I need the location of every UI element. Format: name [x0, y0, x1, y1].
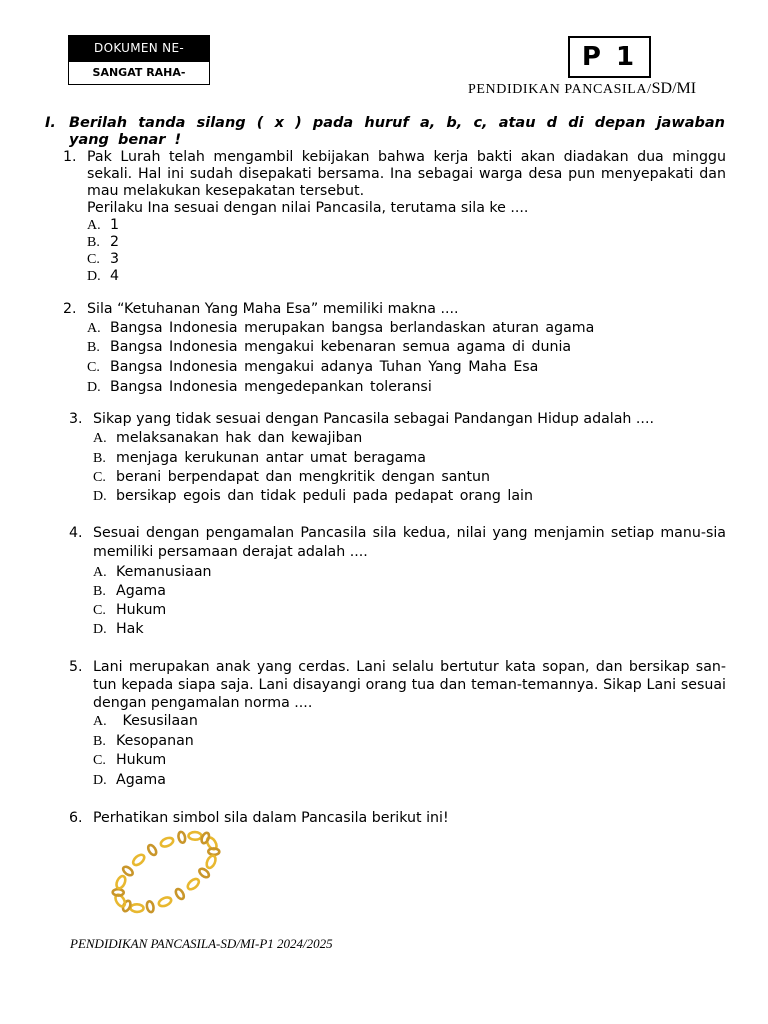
document-classification-box	[68, 35, 210, 85]
option-letter: C.	[93, 469, 106, 485]
question-number: 3.	[69, 411, 83, 427]
exam-code: P 1	[568, 36, 651, 78]
option-letter: A.	[93, 564, 107, 580]
option-text: 3	[110, 251, 120, 267]
option-a[interactable]	[93, 712, 726, 732]
option-text: Agama	[116, 582, 166, 599]
option-letter: C.	[87, 252, 100, 267]
option-text: Kesopanan	[116, 732, 194, 749]
instruction-text: Berilah tanda silang ( x ) pada huruf a, b, c, atau d di depan jawaban yang benar !	[69, 115, 725, 148]
chain-link	[113, 889, 124, 896]
question-5	[69, 658, 726, 790]
option-text: Hak	[116, 621, 144, 638]
option-text: Kesusilaan	[116, 713, 198, 729]
question-text: Pak Lurah telah mengambil kebijakan bahwa kerja bakti akan diadakan dua minggu sekali. Hal ini sudah disepakati bersama. Ina sebagai warga desa pun menyepakati dan mau melakukan kesepakatan tersebut.	[87, 149, 726, 199]
option-letter: C.	[93, 753, 106, 768]
option-text: Bangsa Indonesia mengakui kebenaran semua agama di dunia	[110, 339, 572, 356]
school-level: SD/MI	[651, 80, 697, 97]
option-c[interactable]	[93, 751, 726, 771]
option-letter: B.	[93, 450, 106, 466]
option-c[interactable]	[93, 601, 726, 620]
option-text: 1	[110, 217, 120, 233]
subject-name: PENDIDIKAN PANCASILA/	[468, 82, 652, 97]
option-letter: B.	[93, 583, 106, 599]
question-text: Lani merupakan anak yang cerdas. Lani selalu bertutur kata sopan, dan bersikap san-tun kepada siapa saja. Lani disayangi orang tua dan teman-temannya. Sikap Lani sesuai dengan pengamalan norma ....	[93, 659, 726, 711]
question-number: 5.	[69, 659, 83, 675]
option-letter: A.	[93, 431, 107, 447]
option-letter: B.	[87, 340, 100, 356]
option-text: Kemanusiaan	[116, 563, 212, 580]
option-c[interactable]	[93, 468, 726, 487]
doc-label-top: DOKUMEN NE-	[69, 36, 209, 60]
chain-link	[188, 832, 201, 840]
question-number: 4.	[69, 525, 83, 541]
option-text: melaksanakan hak dan kewajiban	[116, 430, 363, 447]
chain-link	[115, 875, 127, 890]
question-text: Perhatikan simbol sila dalam Pancasila berikut ini!	[93, 810, 449, 826]
option-list	[93, 712, 726, 790]
option-text: menjaga kerukunan antar umat beragama	[116, 449, 426, 466]
option-text: berani berpendapat dan mengkritik dengan santun	[116, 468, 490, 485]
option-letter: D.	[87, 269, 101, 284]
subject-header	[468, 80, 696, 98]
option-letter: A.	[93, 714, 107, 729]
option-a[interactable]	[93, 563, 726, 582]
question-6	[69, 810, 726, 827]
chain-link	[131, 853, 146, 867]
option-letter: D.	[93, 772, 107, 788]
option-d[interactable]	[93, 487, 726, 506]
question-number: 2.	[63, 301, 77, 317]
question-4	[69, 524, 726, 640]
chain-link	[146, 901, 155, 913]
chain-link	[177, 831, 186, 843]
chain-link	[174, 888, 185, 901]
question-1	[63, 149, 726, 285]
option-list	[93, 563, 726, 640]
section-number: I.	[45, 115, 56, 131]
option-letter: D.	[87, 379, 101, 395]
chain-link	[186, 877, 201, 891]
question-text-2: Perilaku Ina sesuai dengan nilai Pancasila, terutama sila ke ....	[87, 200, 529, 216]
question-3	[69, 410, 726, 506]
chain-link	[208, 848, 219, 855]
option-text: Hukum	[116, 602, 167, 619]
option-text: Bangsa Indonesia merupakan bangsa berlandaskan aturan agama	[110, 319, 595, 336]
question-text: Sila “Ketuhanan Yang Maha Esa” memiliki makna ....	[87, 301, 459, 317]
option-b[interactable]	[87, 234, 726, 251]
option-d[interactable]	[87, 378, 726, 398]
chain-links	[113, 831, 220, 913]
question-text: Sesuai dengan pengamalan Pancasila sila kedua, nilai yang menjamin setiap manu-sia memiliki persamaan derajat adalah ....	[93, 525, 726, 561]
option-text: Bangsa Indonesia mengedepankan toleransi	[110, 378, 432, 395]
option-text: Hukum	[116, 752, 167, 768]
option-text: 2	[110, 234, 120, 250]
chain-link	[205, 854, 217, 869]
option-a[interactable]	[87, 217, 726, 234]
option-b[interactable]	[93, 449, 726, 468]
option-text: 4	[110, 268, 120, 284]
option-a[interactable]	[87, 319, 726, 339]
option-b[interactable]	[87, 338, 726, 358]
question-2	[63, 300, 726, 398]
chain-link	[160, 836, 175, 848]
option-list	[93, 429, 726, 506]
option-letter: D.	[93, 489, 107, 505]
option-letter: C.	[87, 360, 100, 376]
option-d[interactable]	[93, 620, 726, 639]
chain-link	[147, 844, 158, 857]
option-b[interactable]	[93, 732, 726, 752]
option-letter: B.	[93, 733, 106, 749]
chain-symbol-image	[96, 826, 236, 920]
option-list	[87, 217, 726, 285]
option-b[interactable]	[93, 582, 726, 601]
question-number: 1.	[63, 149, 77, 165]
option-c[interactable]	[87, 358, 726, 378]
option-letter: A.	[87, 218, 101, 233]
option-text: Agama	[116, 771, 166, 788]
option-d[interactable]	[93, 771, 726, 791]
chain-link	[158, 896, 173, 908]
question-text: Sikap yang tidak sesuai dengan Pancasila sebagai Pandangan Hidup adalah ....	[93, 411, 654, 427]
option-d[interactable]	[87, 268, 726, 285]
option-a[interactable]	[93, 429, 726, 448]
section-instruction	[45, 115, 725, 149]
option-letter: D.	[93, 622, 107, 638]
question-number: 6.	[69, 810, 83, 826]
doc-label-bottom: SANGAT RAHA-	[69, 60, 209, 84]
option-letter: A.	[87, 320, 101, 336]
option-c[interactable]	[87, 251, 726, 268]
page-footer: PENDIDIKAN PANCASILA-SD/MI-P1 2024/2025	[70, 936, 333, 951]
chain-link	[130, 904, 143, 912]
option-list	[87, 319, 726, 398]
option-text: bersikap egois dan tidak peduli pada pedapat orang lain	[116, 488, 533, 505]
option-letter: B.	[87, 235, 100, 250]
option-letter: C.	[93, 603, 106, 619]
option-text: Bangsa Indonesia mengakui adanya Tuhan Yang Maha Esa	[110, 359, 539, 376]
